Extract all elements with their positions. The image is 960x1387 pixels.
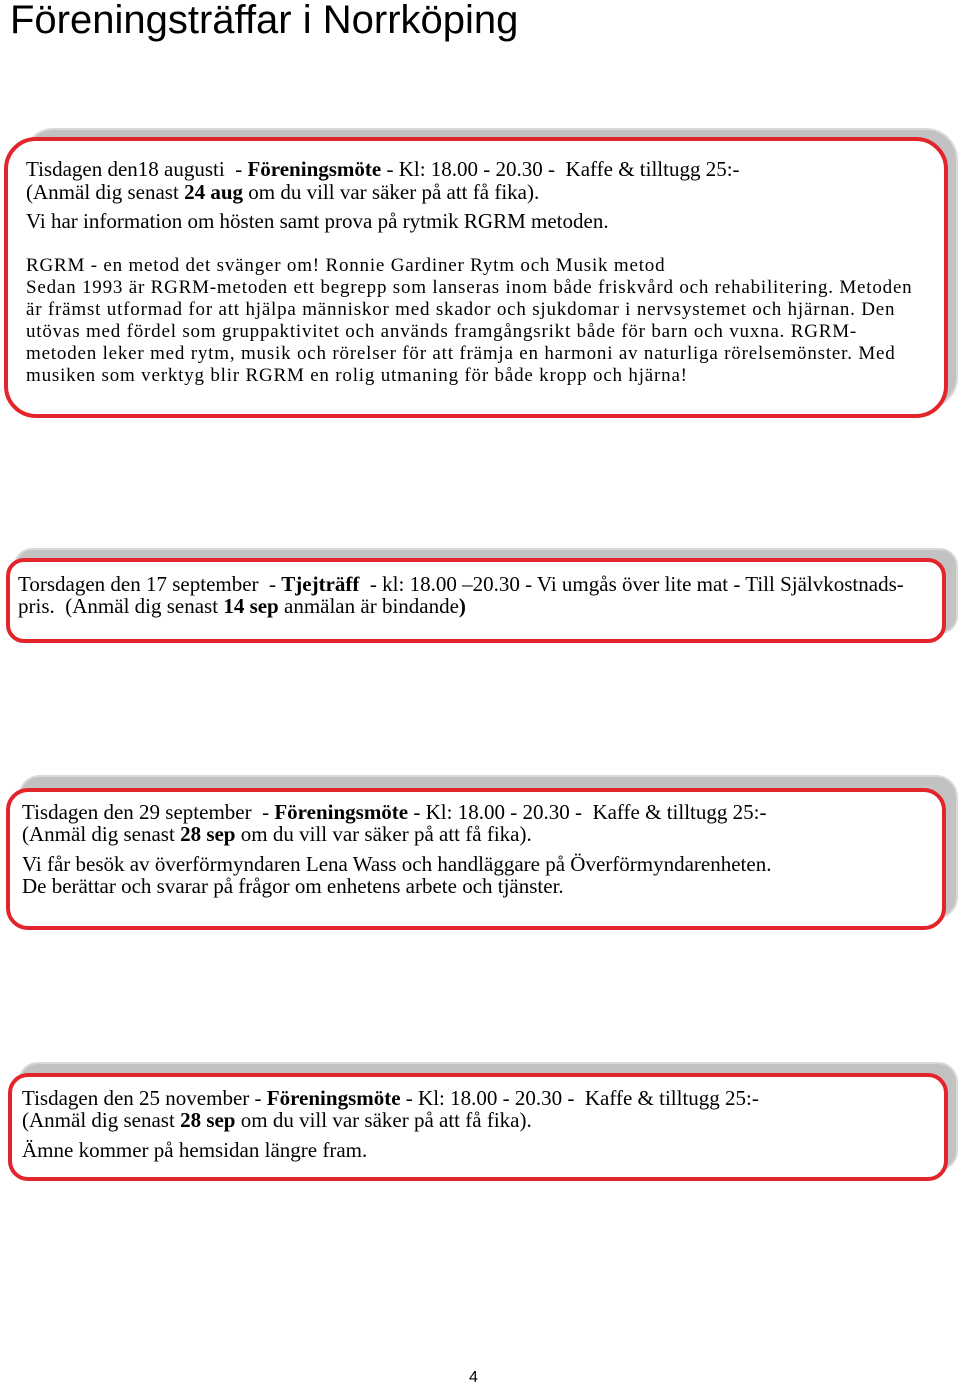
event-date: Tisdagen den 25 november - bbox=[22, 1086, 267, 1110]
card-frame bbox=[4, 137, 948, 418]
signup-note bbox=[22, 823, 771, 845]
signup-deadline: 28 sep bbox=[180, 1108, 236, 1132]
event-type: Föreningsmöte bbox=[247, 157, 382, 181]
description-line: musiken som verktyg blir RGRM en rolig utmaning för både kropp och hjärna! bbox=[26, 365, 688, 386]
signup-suffix: om du vill var säker på att få fika). bbox=[235, 1108, 532, 1132]
signup-note bbox=[26, 181, 913, 203]
event-info: Ämne kommer på hemsidan längre fram. bbox=[22, 1138, 368, 1162]
event-text bbox=[22, 801, 771, 897]
description-line: Sedan 1993 är RGRM-metoden ett begrepp som lanseras inom både friskvård och rehabilitering. Metoden bbox=[26, 277, 913, 298]
signup-suffix: om du vill var säker på att få fika). bbox=[243, 180, 540, 204]
signup-prefix: (Anmäl dig senast bbox=[26, 180, 185, 204]
event-date: Torsdagen den 17 september - bbox=[18, 572, 282, 596]
event-heading bbox=[22, 1087, 759, 1109]
event-text bbox=[26, 158, 913, 387]
description-line: metoden leker med rytm, musik och rörelser för att främja en harmoni av naturliga rörelsemönster. Med bbox=[26, 343, 896, 364]
event-date: Tisdagen den 29 september - bbox=[22, 800, 275, 824]
signup-suffix: om du vill var säker på att få fika). bbox=[235, 822, 532, 846]
card-frame bbox=[8, 1073, 948, 1181]
signup-deadline: 14 sep bbox=[223, 594, 279, 618]
signup-deadline: 28 sep bbox=[180, 822, 236, 846]
description-line: RGRM - en metod det svänger om! Ronnie Gardiner Rytm och Musik metod bbox=[26, 255, 666, 276]
event-time: - Kl: 18.00 - 20.30 - Kaffe & tilltugg 25:- bbox=[400, 1086, 759, 1110]
event-type: Tjejträff bbox=[281, 572, 360, 596]
event-info: De berättar och svarar på frågor om enhetens arbete och tjänster. bbox=[22, 874, 564, 898]
event-date: Tisdagen den18 augusti - bbox=[26, 157, 248, 181]
event-text bbox=[22, 1087, 759, 1161]
signup-deadline: 24 aug bbox=[184, 180, 243, 204]
signup-note bbox=[22, 1109, 759, 1131]
event-info: Vi har information om hösten samt prova på rytmik RGRM metoden. bbox=[26, 209, 609, 233]
signup-note bbox=[18, 595, 904, 617]
event-type: Föreningsmöte bbox=[274, 800, 409, 824]
signup-prefix: (Anmäl dig senast bbox=[22, 822, 181, 846]
event-time: - Kl: 18.00 - 20.30 - Kaffe & tilltugg 25:- bbox=[408, 800, 767, 824]
event-type: Föreningsmöte bbox=[266, 1086, 401, 1110]
description-line: är främst utformad for att hjälpa människor med skador och sjukdomar i nervsystemet och hjärnan. Den bbox=[26, 299, 896, 320]
event-heading bbox=[18, 573, 904, 595]
event-heading bbox=[26, 158, 913, 180]
card-frame bbox=[6, 558, 946, 643]
signup-prefix: (Anmäl dig senast bbox=[22, 1108, 181, 1132]
event-time: - Kl: 18.00 - 20.30 - Kaffe & tilltugg 25:- bbox=[381, 157, 740, 181]
signup-prefix: pris. (Anmäl dig senast bbox=[18, 594, 224, 618]
description-line: utövas med fördel som gruppaktivitet och används framgångsrikt både för barn och vuxna. RGRM- bbox=[26, 321, 858, 342]
page-title: Föreningsträffar i Norrköping bbox=[10, 0, 519, 42]
signup-suffix: anmälan är bindande bbox=[278, 594, 459, 618]
event-info: Vi får besök av överförmyndaren Lena Wass och handläggare på Överförmyndarenheten. bbox=[22, 852, 772, 876]
event-text bbox=[18, 573, 904, 617]
event-heading bbox=[22, 801, 771, 823]
signup-close-paren: ) bbox=[458, 594, 466, 618]
card-frame bbox=[6, 788, 946, 930]
event-time: - kl: 18.00 –20.30 - Vi umgås över lite mat - Till Självkostnads- bbox=[359, 572, 904, 596]
page-number: 4 bbox=[469, 1369, 478, 1386]
